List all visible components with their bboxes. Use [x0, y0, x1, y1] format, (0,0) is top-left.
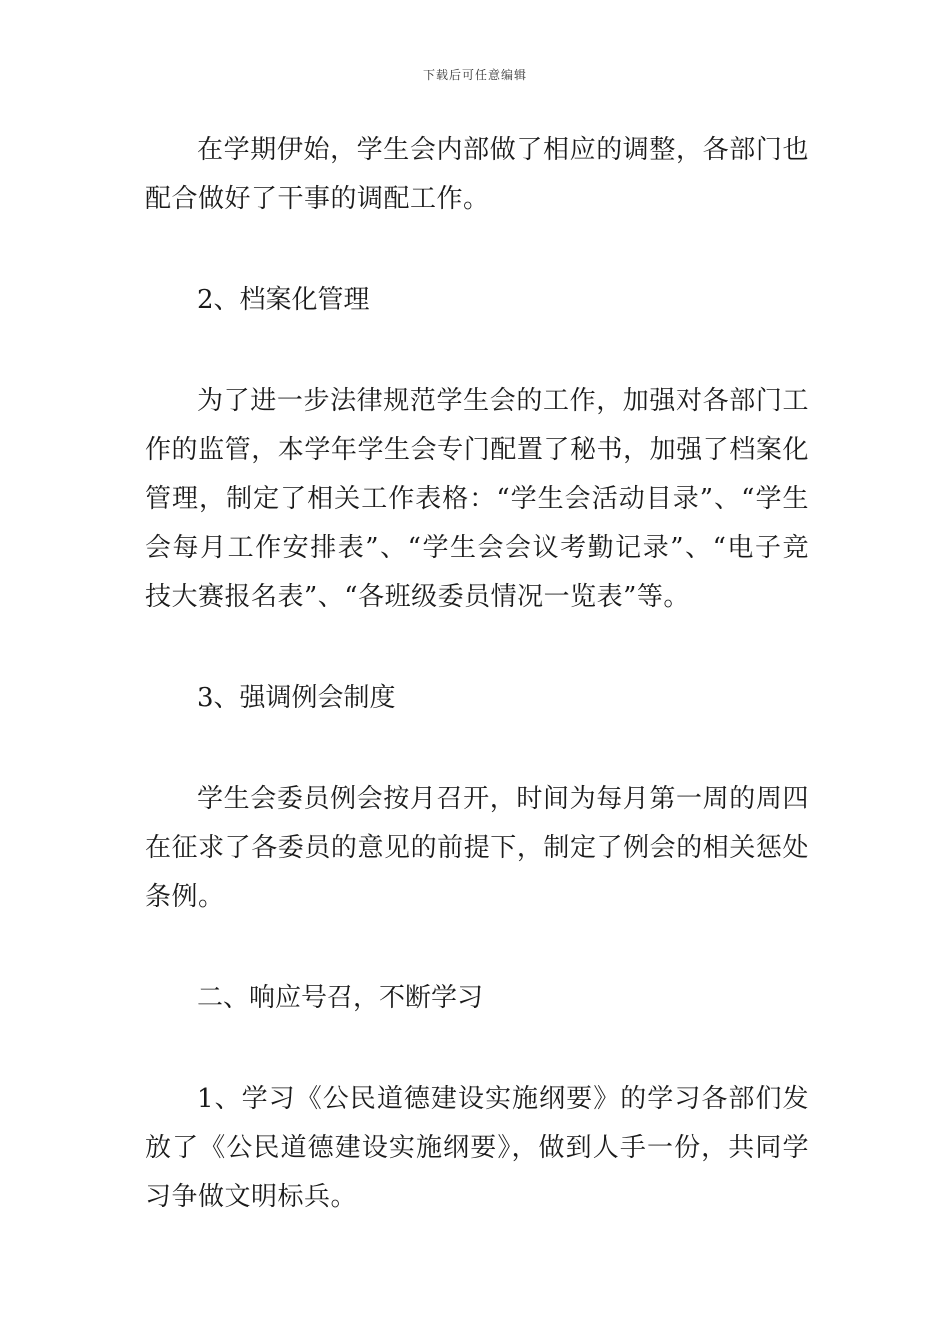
paragraph-study: 1、学习《公民道德建设实施纲要》的学习各部们发放了《公民道德建设实施纲要》，做到人手一份，共同学习争做文明标兵。 [145, 1084, 809, 1212]
spacer [145, 1023, 809, 1075]
paragraph-adjustment: 在学期伊始，学生会内部做了相应的调整，各部门也配合做好了干事的调配工作。 [145, 135, 809, 214]
spacer [145, 325, 809, 377]
spacer [145, 723, 809, 775]
heading-regular-meetings: 3、强调例会制度 [197, 683, 396, 713]
heading-respond-learn: 二、响应号召，不断学习 [197, 983, 484, 1013]
heading-archive-management: 2、档案化管理 [197, 285, 370, 315]
paragraph-meetings: 学生会委员例会按月召开，时间为每月第一周的周四在征求了各委员的意见的前提下，制定了例会的相关惩处条例。 [145, 784, 809, 912]
spacer [145, 224, 809, 276]
spacer [145, 622, 809, 674]
paragraph-archive: 为了进一步法律规范学生会的工作，加强对各部门工作的监管，本学年学生会专门配置了秘书，加强了档案化管理，制定了相关工作表格：“学生会活动目录”、“学生会每月工作安排表”、“学生会会议考勤记录”、“电子竞技大赛报名表”、“各班级委员情况一览表”等。 [145, 386, 809, 612]
page-header: 下载后可任意编辑 [422, 68, 527, 82]
spacer [145, 922, 809, 974]
document-body [145, 126, 809, 1222]
